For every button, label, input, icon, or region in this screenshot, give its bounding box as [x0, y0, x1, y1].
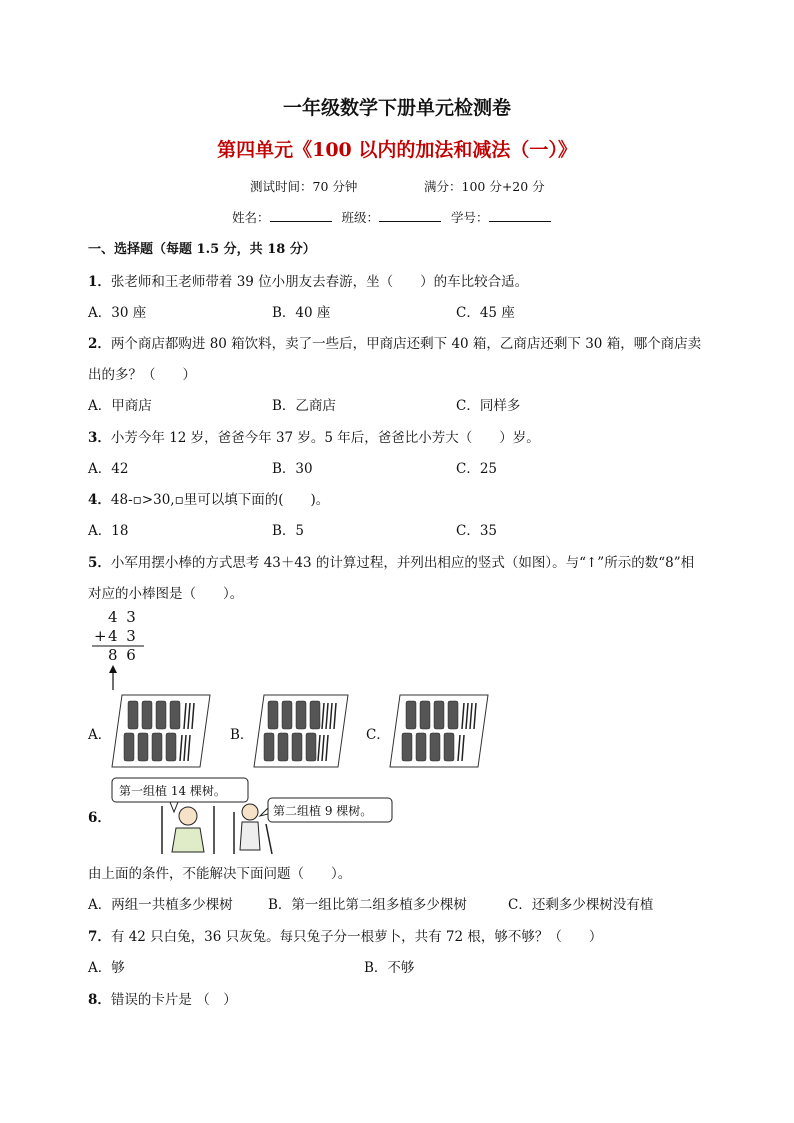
- option-b[interactable]: B．5: [272, 523, 305, 539]
- question-number: 1．: [88, 274, 111, 290]
- option-a[interactable]: A．42: [88, 461, 129, 477]
- stick-bundle-image-b: [254, 693, 350, 769]
- section-heading: 一、选择题（每题 1.5 分，共 18 分）: [88, 242, 316, 257]
- vertical-result: 8 6: [108, 646, 138, 664]
- question-text: 有 42 只白兔，36 只灰兔。每只兔子分一根萝卜，共有 72 根，够不够？（ ）: [110, 929, 603, 945]
- option-a[interactable]: A．30 座: [88, 305, 147, 321]
- question-number: 8．: [88, 992, 111, 1008]
- option-c[interactable]: C．还剩多少棵树没有植: [508, 897, 654, 913]
- option-c[interactable]: C．25: [456, 461, 498, 477]
- option-b[interactable]: B．30: [272, 461, 313, 477]
- question-number: 2．: [88, 336, 111, 352]
- question-2-line2: 出的多？（ ）: [88, 367, 196, 383]
- option-b[interactable]: B．不够: [364, 960, 415, 976]
- unit-subtitle: 第四单元《100 以内的加法和减法（一）》: [217, 139, 577, 161]
- name-label: 姓名：: [232, 210, 270, 225]
- option-b[interactable]: B．40 座: [272, 305, 331, 321]
- question-text: 错误的卡片是 （ ）: [110, 992, 237, 1008]
- class-label: 班级：: [341, 210, 380, 225]
- question-number: 4．: [88, 492, 111, 508]
- question-7: [88, 925, 602, 945]
- option-a[interactable]: A．18: [88, 523, 129, 539]
- option-a[interactable]: A．两组一共植多少棵树: [88, 897, 233, 913]
- stick-bundle-image-a: [112, 693, 212, 769]
- option-b[interactable]: B．乙商店: [272, 398, 336, 414]
- option-c[interactable]: C．: [366, 727, 390, 743]
- question-5-line2: 对应的小棒图是（ ）。: [88, 586, 244, 602]
- vertical-top-number: 4 3: [108, 608, 138, 626]
- question-number: 5．: [88, 555, 111, 571]
- question-6-number: [88, 806, 111, 826]
- test-time: 测试时间：70 分钟: [250, 179, 358, 194]
- option-c[interactable]: C．同样多: [456, 398, 521, 414]
- page-title: 一年级数学下册单元检测卷: [282, 97, 511, 119]
- option-b[interactable]: B．第一组比第二组多植多少棵树: [268, 897, 467, 913]
- question-8: [88, 988, 237, 1008]
- stick-bundle-image-c: [390, 693, 490, 769]
- speech-bubble-group2: 第二组植 9 棵树。: [273, 804, 373, 818]
- option-a[interactable]: A．甲商店: [88, 398, 152, 414]
- plus-sign: +: [94, 627, 107, 645]
- question-text: 小芳今年 12 岁，爸爸今年 37 岁。5 年后，爸爸比小芳大（ ）岁。: [110, 430, 540, 446]
- option-a[interactable]: A．够: [88, 960, 125, 976]
- question-number: 7．: [88, 929, 111, 945]
- question-text: 张老师和王老师带着 39 位小朋友去春游，坐（ ）的车比较合适。: [110, 274, 529, 290]
- question-text: 小军用摆小棒的方式思考 43＋43 的计算过程，并列出相应的竖式（如图）。与“↑”所示的数“8”相: [110, 555, 695, 571]
- option-c[interactable]: C．35: [456, 523, 498, 539]
- question-text: 两个商店都购进 80 箱饮料，卖了一些后，甲商店还剩下 40 箱，乙商店还剩下 30 箱，哪个商店卖: [110, 336, 702, 352]
- question-6-text: 由上面的条件，不能解决下面问题（ ）。: [88, 866, 352, 882]
- question-number: 6．: [88, 810, 111, 826]
- full-score: 满分：100 分+20 分: [424, 179, 545, 194]
- id-label: 学号：: [451, 210, 489, 225]
- option-a[interactable]: A．: [88, 727, 112, 743]
- speech-bubble-group1: 第一组植 14 棵树。: [119, 784, 226, 798]
- question-text: 48-▫>30,▫里可以填下面的( )。: [110, 492, 330, 508]
- vertical-second-number: 4 3: [108, 627, 138, 645]
- option-b[interactable]: B．: [230, 727, 254, 743]
- option-c[interactable]: C．45 座: [456, 305, 515, 321]
- question-number: 3．: [88, 430, 111, 446]
